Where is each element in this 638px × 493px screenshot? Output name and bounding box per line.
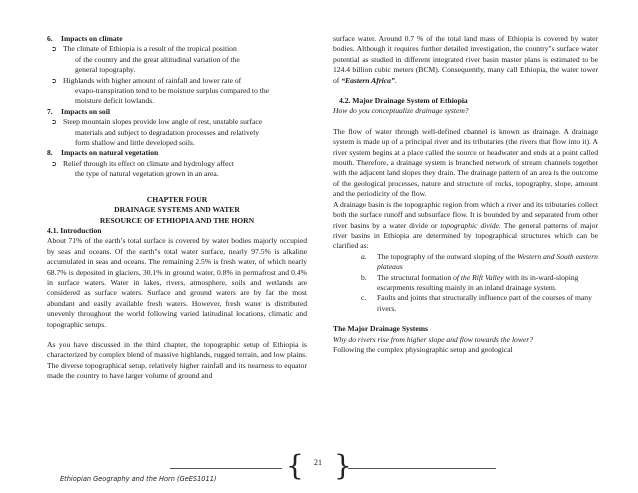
section-heading: 4.1. Introduction [47,225,102,235]
arrow-bullet-icon: ➲ [51,118,57,127]
bullet-line: Relief through its effect on climate and hydrology affect [63,158,234,168]
arrow-bullet-icon: ➲ [51,159,57,168]
page-number: 21 [314,458,322,467]
chapter-title-line: RESOURCE OF ETHIOPIA AND THE HORN [99,215,255,225]
item-title: Impacts on natural vegetation [61,148,159,158]
bullet-line: materials and subject to degradation processes and relatively [75,127,260,137]
arrow-bullet-icon: ➲ [51,76,57,85]
list-item: c. Faults and joints that structurally influence part of the courses of many rivers. [361,293,592,313]
bullet-line: moisture deficit lowlands. [75,96,155,106]
bullet-line: Steep mountain slopes provide low angle of rest, unstable surface [63,117,263,127]
bullet-line: general topography. [75,65,136,75]
right-column [333,34,598,355]
section-question: Why do rivers rise from higher slope and flow towards the lower? [333,334,534,344]
left-brace-ornament: { [286,449,304,482]
bullet [47,117,307,148]
item-8 [47,148,307,158]
list-item: b. The structural formation of the Rift Valley with its in-ward-sloping escarpments resulting mainly in an inland drainage system. [361,272,579,292]
section-heading: The Major Drainage Systems [333,324,428,334]
bullet-line: of the country and the great altitudinal variation of the [75,54,240,64]
bullet [47,159,307,180]
bullet-line: form shallow and little developed soils. [75,138,195,148]
item-number: 6. [47,34,53,43]
footer-rule [170,468,282,469]
left-column [47,34,307,382]
right-brace-ornament: } [334,449,352,482]
paragraph: The flow of water through well-defined channel is known as drainage. A drainage system is made up of a principal river and its tributaries (the rivers that flow into it). A river system begins at a place called the source or headwater and ends at a point called mouth. Therefore, a drainage system is branched network of stream channels together with the adjacent land slopes they drain. The drainage pattern of an area is the outcome of the geological processes, nature and structure of rocks, topography, slope, amount and the periodicity of the flow. [333,126,598,199]
paragraph: As you have discussed in the third chapter, the topographic setup of Ethiopia is characterized by complex blend of massive highlands, rugged terrain, and low plains. The diverse topographical setup, relatively higher rainfall and its nearness to equator made the country to have larger volume of ground and [47,339,307,381]
bullet-line: Highlands with higher amount of rainfall and lower rate of [63,75,242,85]
paragraph: surface water. Around 0.7 % of the total land mass of Ethiopia is covered by water bodies. Although it requires further detailed investigation, the country"s surface water potential as studied in different integrated river basin master plans is estimated to be 124.4 billion cubic meters (BCM). Consequently, many call Ethiopia, the water tower of “Eastern Africa”. [333,34,598,85]
intro-paragraph: About 71% of the earth’s total surface is covered by water bodies majorly occupied by seas and oceans. Of the earth"s total water surface, nearly 97.5% is alkaline accumulated in seas and oceans. The remaining 2.5% is fresh water, of which nearly 68.7% is deposited in glaciers, 30.1% in ground water, 0.8% in permafrost and 0.4% in surface waters. Water in lakes, rivers, atmosphere, soils and wetlands are considered as surface waters. Surface and ground waters are by far the most abundant and easily available fresh waters. However, fresh water is distributed unevenly throughout the world following varied latitudinal locations, climatic and topographic setups. [47,236,307,329]
section-heading: 4.2. Major Drainage System of Ethiopia [339,96,468,106]
section-question: How do you conceptualize drainage system? [333,106,469,116]
item-number: 7. [47,106,53,116]
item-title: Impacts on soil [61,106,110,116]
arrow-bullet-icon: ➲ [51,45,57,54]
bullet-line: the type of natural vegetation grown in an area. [75,169,219,179]
item-title: Impacts on climate [61,34,123,43]
chapter-number: CHAPTER FOUR [146,194,208,204]
bullet [47,44,307,75]
list-item: a. The topography of the outward sloping of the Western and South eastern plateaus [361,251,598,272]
bullet-line: evapo-transpiration tend to be moisture surplus compared to the [75,86,270,96]
item-7 [47,107,307,117]
footer-title: Ethiopian Geography and the Horn (GeES1011) [60,475,217,483]
chapter-title-line: DRAINAGE SYSTEMS AND WATER [114,205,240,215]
item-number: 8. [47,148,53,158]
paragraph: Following the complex physiographic setup and geological [333,344,513,354]
bullet [47,76,307,107]
paragraph: A drainage basin is the topographic region from which a river and its tributaries collect both the surface runoff and subsurface flow. It is bounded by and separated from other river basins by a water divide or topographic divide. The general patterns of major river basins in Ethiopia are determined by topographical structures which can be clarified as: [333,199,598,251]
bullet-line: The climate of Ethiopia is a result of the tropical position [63,44,237,54]
item-6 [47,34,307,44]
footer-rule [348,468,496,469]
